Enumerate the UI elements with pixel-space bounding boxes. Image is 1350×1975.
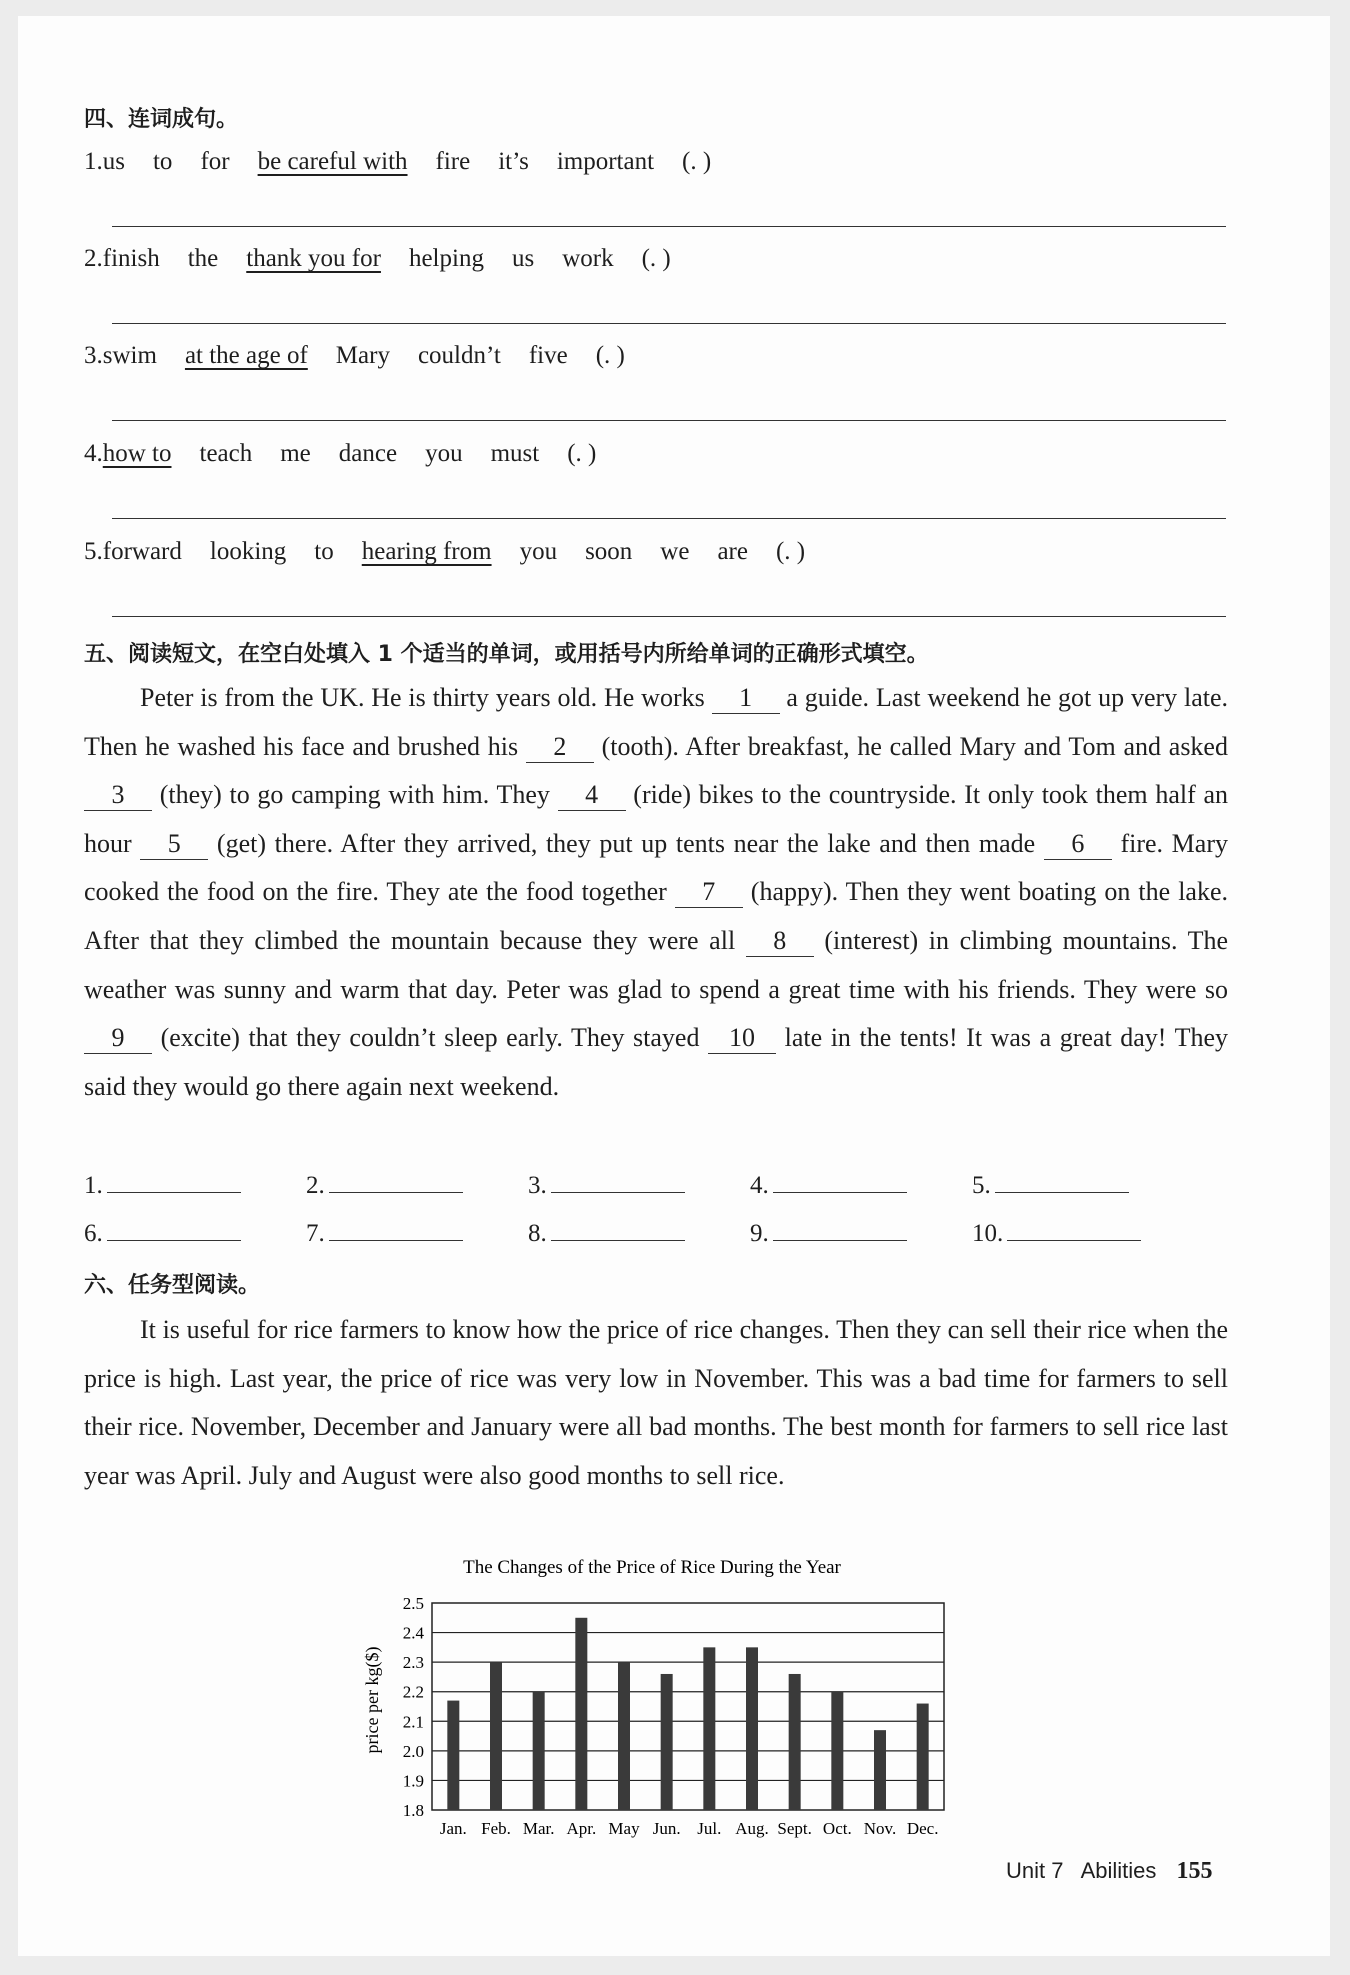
- answer-blank-label: 10.: [972, 1220, 1004, 1247]
- footer-title: Abilities: [1080, 1858, 1157, 1883]
- x-tick-label: Oct.: [822, 1819, 852, 1838]
- answer-blank-line[interactable]: [329, 1170, 463, 1193]
- bar-aug: [746, 1647, 758, 1810]
- y-tick-label: 2.0: [402, 1741, 424, 1761]
- x-tick-label: Nov.: [863, 1819, 897, 1838]
- x-tick-label: Jan.: [439, 1819, 467, 1838]
- word: me: [280, 440, 311, 467]
- answer-blank-line[interactable]: [551, 1218, 685, 1241]
- bar-dec: [917, 1704, 929, 1810]
- word: important: [556, 148, 655, 175]
- answer-blank-line[interactable]: [995, 1170, 1129, 1193]
- section6-heading: 六、任务型阅读。: [84, 1273, 261, 1298]
- answer-blank-label: 7.: [306, 1220, 325, 1247]
- answer-blank-label: 4.: [750, 1172, 769, 1199]
- y-tick-label: 2.1: [402, 1712, 424, 1732]
- underlined-phrase: at the age of: [184, 342, 308, 369]
- word: to: [152, 148, 173, 175]
- question-number: 3.: [84, 342, 103, 369]
- word: (. ): [595, 342, 625, 369]
- word: five: [528, 342, 568, 369]
- word: you: [425, 440, 463, 467]
- underlined-phrase: hearing from: [361, 538, 492, 565]
- passage-blank-5: 5: [140, 829, 208, 860]
- x-tick-label: Feb.: [481, 1819, 511, 1838]
- x-tick-label: Sept.: [777, 1819, 812, 1838]
- answer-blank-line[interactable]: [1007, 1218, 1141, 1241]
- word: forward: [102, 538, 182, 565]
- passage-blank-3: 3: [84, 780, 152, 811]
- page-number: 155: [1176, 1858, 1213, 1884]
- bar-mar: [533, 1692, 545, 1810]
- word: swim: [102, 342, 157, 369]
- answer-blank-line[interactable]: [773, 1218, 907, 1241]
- answer-blank-9[interactable]: [750, 1218, 907, 1248]
- answer-blank-label: 1.: [84, 1172, 103, 1199]
- word: finish: [102, 245, 160, 272]
- bar-jul: [703, 1647, 715, 1810]
- bar-may: [618, 1662, 630, 1810]
- section5-passage: Peter is from the UK. He is thirty years old. He works 1 a guide. Last weekend he got up very late. Then he washed his face and brushed his 2 (tooth). After breakfast, he called Mary and Tom and asked 3 (they) to go camping with him. They 4 (ride) bikes to the countryside. It only took them half an hour 5 (get) there. After they arrived, they put up tents near the lake and then made 6 fire. Mary cooked the food on the fire. They ate the food together 7 (happy). Then they went boating on the lake. After that they climbed the mountain because they were all 8 (interest) in climbing mountains. The weather was sunny and warm that day. Peter was glad to spend a great time with his friends. They were so 9 (excite) that they couldn’t sleep early. They stayed 10 late in the tents! It was a great day! They said they would go there again next weekend.: [84, 683, 1229, 1101]
- bar-sept: [789, 1674, 801, 1810]
- word: the: [187, 245, 219, 272]
- x-tick-label: Jun.: [652, 1819, 681, 1838]
- word: us: [102, 148, 125, 175]
- answer-blank-label: 2.: [306, 1172, 325, 1199]
- passage-blank-9: 9: [84, 1023, 152, 1054]
- answer-line-3[interactable]: [112, 420, 1226, 421]
- section4-heading: 四、连词成句。: [84, 107, 239, 132]
- underlined-phrase: thank you for: [246, 245, 381, 272]
- chart-title: The Changes of the Price of Rice During the Year: [463, 1557, 841, 1578]
- answer-blank-8[interactable]: [528, 1218, 685, 1248]
- bar-apr: [575, 1618, 587, 1810]
- answer-blank-6[interactable]: [84, 1218, 241, 1248]
- answer-blank-line[interactable]: [551, 1170, 685, 1193]
- question-number: 5.: [84, 538, 103, 565]
- answer-blank-2[interactable]: [306, 1170, 463, 1200]
- question-4: [84, 440, 624, 468]
- word: (. ): [567, 440, 597, 467]
- question-number: 1.: [84, 148, 103, 175]
- question-1: [84, 148, 739, 176]
- passage-blank-6: 6: [1044, 829, 1112, 860]
- word: we: [660, 538, 690, 565]
- answer-blank-10[interactable]: [972, 1218, 1141, 1248]
- word: work: [562, 245, 614, 272]
- answer-blank-label: 5.: [972, 1172, 991, 1199]
- passage-blank-10: 10: [708, 1023, 776, 1054]
- answer-blank-3[interactable]: [528, 1170, 685, 1200]
- word: you: [519, 538, 558, 565]
- answer-line-5[interactable]: [112, 616, 1226, 617]
- answer-line-4[interactable]: [112, 518, 1226, 519]
- x-tick-label: Aug.: [735, 1819, 769, 1838]
- word: fire: [435, 148, 471, 175]
- chart-y-axis-label: price per kg($): [362, 1646, 382, 1754]
- answer-blank-line[interactable]: [773, 1170, 907, 1193]
- y-tick-label: 2.2: [402, 1682, 424, 1702]
- y-tick-label: 1.9: [402, 1771, 424, 1791]
- y-tick-label: 1.8: [402, 1801, 424, 1820]
- question-number: 2.: [84, 245, 103, 272]
- section5-heading: 五、阅读短文，在空白处填入 1 个适当的单词，或用括号内所给单词的正确形式填空。: [84, 642, 929, 667]
- word: soon: [585, 538, 633, 565]
- section6-passage: It is useful for rice farmers to know how the price of rice changes. Then they can sell their rice when the price is high. Last year, the price of rice was very low in November. This was a bad time for farmers to sell their rice. November, December and January were all bad months. The best month for farmers to sell rice last year was April. July and August were also good months to sell rice.: [84, 1315, 1228, 1490]
- y-tick-label: 2.3: [402, 1653, 424, 1673]
- x-tick-label: Dec.: [906, 1819, 939, 1838]
- question-3: [84, 342, 653, 370]
- question-5: [84, 538, 833, 566]
- rice-price-bar-chart: [340, 1548, 960, 1838]
- page-footer: [1006, 1858, 1213, 1885]
- footer-unit: Unit 7: [1006, 1858, 1064, 1883]
- x-tick-label: Jul.: [697, 1819, 722, 1838]
- word: (. ): [775, 538, 806, 565]
- bar-jan: [447, 1701, 459, 1810]
- word: teach: [199, 440, 253, 467]
- question-2: [84, 245, 699, 273]
- underlined-phrase: how to: [102, 440, 172, 467]
- word: for: [200, 148, 230, 175]
- y-tick-label: 2.4: [402, 1623, 424, 1643]
- answer-blank-label: 9.: [750, 1220, 769, 1247]
- word: couldn’t: [417, 342, 501, 369]
- x-tick-label: Mar.: [522, 1819, 555, 1838]
- word: (. ): [641, 245, 671, 272]
- answer-blank-7[interactable]: [306, 1218, 463, 1248]
- word: us: [511, 245, 535, 272]
- answer-line-1[interactable]: [112, 226, 1226, 227]
- bar-feb: [490, 1662, 502, 1810]
- passage-blank-1: 1: [712, 683, 780, 714]
- answer-blank-1[interactable]: [84, 1170, 241, 1200]
- word: it’s: [498, 148, 529, 175]
- answer-blank-label: 3.: [528, 1172, 547, 1199]
- word: dance: [338, 440, 398, 467]
- answer-blank-line[interactable]: [107, 1170, 241, 1193]
- word: to: [314, 538, 334, 565]
- bar-nov: [874, 1730, 886, 1810]
- bar-oct: [831, 1692, 843, 1810]
- chart-frame: [432, 1603, 944, 1810]
- question-number: 4.: [84, 440, 103, 467]
- passage-blank-4: 4: [558, 780, 626, 811]
- word: looking: [209, 538, 287, 565]
- passage-blank-8: 8: [746, 926, 814, 957]
- answer-line-2[interactable]: [112, 323, 1226, 324]
- word: (. ): [682, 148, 712, 175]
- answer-blank-label: 8.: [528, 1220, 547, 1247]
- bar-jun: [661, 1674, 673, 1810]
- answer-blank-label: 6.: [84, 1220, 103, 1247]
- word: helping: [408, 245, 484, 272]
- y-tick-label: 2.5: [402, 1594, 424, 1613]
- passage-blank-7: 7: [675, 877, 743, 908]
- answer-blank-4[interactable]: [750, 1170, 907, 1200]
- word: Mary: [335, 342, 390, 369]
- x-tick-label: Apr.: [566, 1819, 597, 1838]
- word: are: [717, 538, 748, 565]
- word: must: [490, 440, 540, 467]
- answer-blank-line[interactable]: [107, 1218, 241, 1241]
- underlined-phrase: be careful with: [257, 148, 408, 175]
- answer-blank-line[interactable]: [329, 1218, 463, 1241]
- x-tick-label: May: [608, 1819, 640, 1838]
- passage-blank-2: 2: [526, 732, 594, 763]
- answer-blank-5[interactable]: [972, 1170, 1129, 1200]
